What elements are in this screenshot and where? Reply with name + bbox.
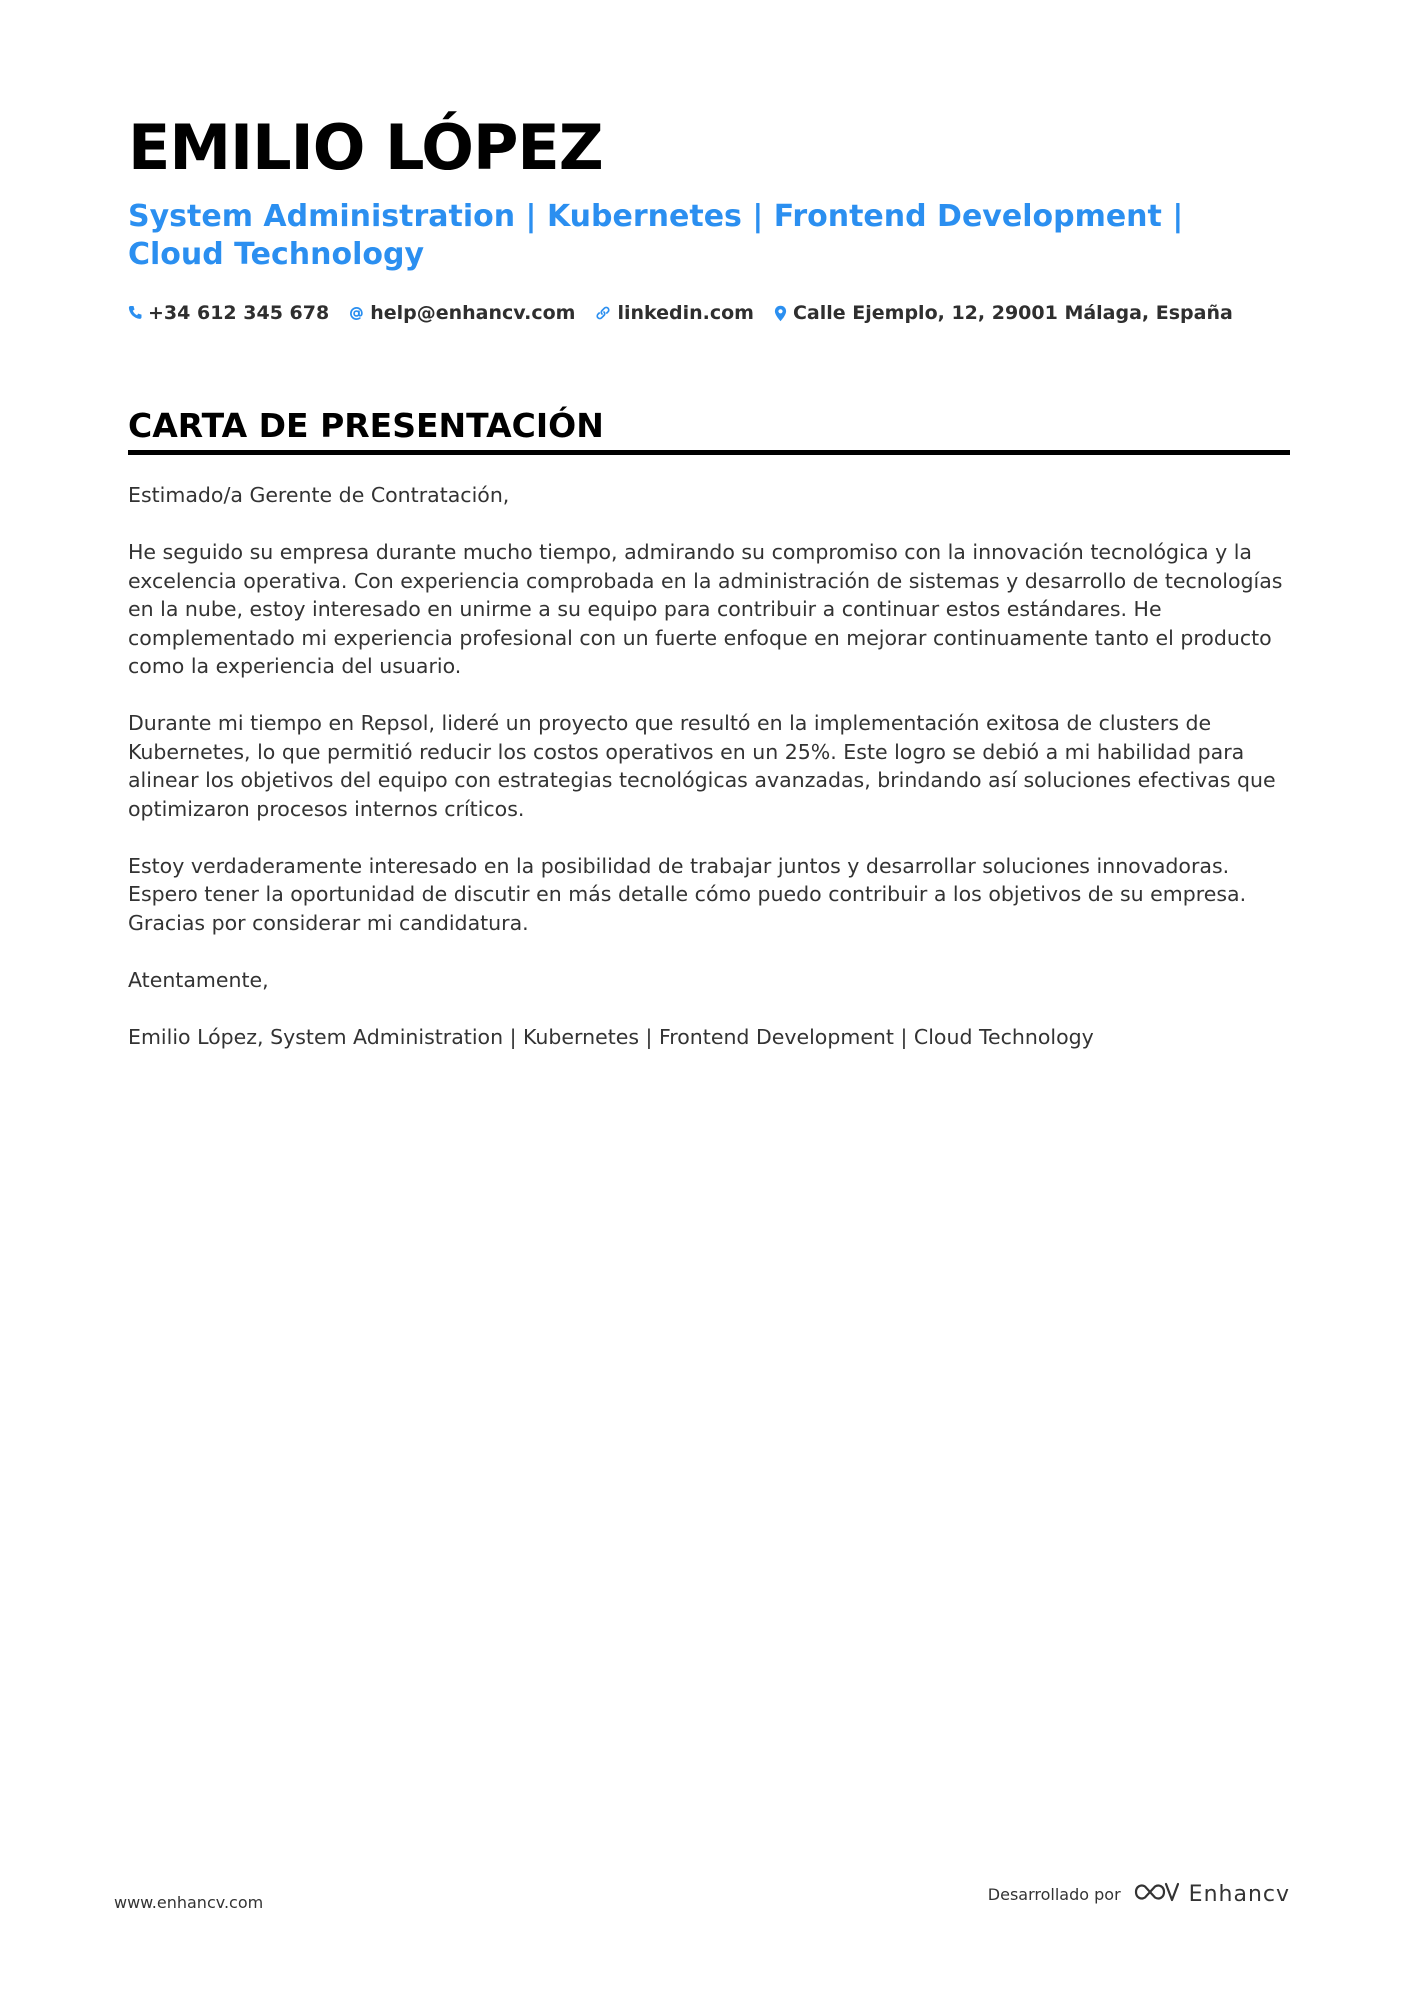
- brand-logo[interactable]: [1133, 1880, 1290, 1908]
- letter-paragraph-3: Estoy verdaderamente interesado en la posibilidad de trabajar juntos y desarrollar soluciones innovadoras. Espero tener la oportunidad de discutir en más detalle cómo puedo contribuir a los objetivos de su empresa. Gracias por considerar mi candidatura.: [128, 853, 1247, 935]
- letter-paragraph-1: He seguido su empresa durante mucho tiempo, admirando su compromiso con la innovación tecnológica y la excelencia operativa. Con experiencia comprobada en la administración de sistemas y desarrollo de tecnologías en la nube, estoy interesado en unirme a su equipo para contribuir a continuar estos estándares. He complementado mi experiencia profesional con un fuerte enfoque en mejorar continuamente tanto el producto como la experiencia del usuario.: [128, 540, 1283, 678]
- contact-bar: [128, 302, 1288, 324]
- location-pin-icon: [774, 305, 787, 322]
- letter-body: [128, 481, 1290, 1051]
- footer-branding: [988, 1880, 1290, 1908]
- candidate-name: EMILIO LÓPEZ: [128, 111, 603, 184]
- letter-signature: Emilio López, System Administration | Kubernetes | Frontend Development | Cloud Technology: [128, 1024, 1094, 1049]
- email-text[interactable]: help@enhancv.com: [370, 302, 576, 324]
- contact-email: [349, 302, 575, 324]
- phone-icon: [128, 305, 142, 321]
- address-text: Calle Ejemplo, 12, 29001 Málaga, España: [792, 302, 1233, 324]
- powered-by-text: Desarrollado por: [987, 1884, 1121, 1904]
- contact-address: [774, 302, 1233, 324]
- footer-website[interactable]: www.enhancv.com: [114, 1893, 264, 1912]
- section-heading: CARTA DE PRESENTACIÓN: [128, 406, 604, 445]
- enhancv-logo-icon: [1133, 1880, 1179, 1908]
- letter-paragraph-2: Durante mi tiempo en Repsol, lideré un proyecto que resultó en la implementación exitosa de clusters de Kubernetes, lo que permitió reducir los costos operativos en un 25%. Este logro se debió a mi habilidad para alinear los objetivos del equipo con estrategias tecnológicas avanzadas, brindando así soluciones efectivas que optimizaron procesos internos críticos.: [128, 711, 1276, 821]
- link-icon: [595, 305, 611, 321]
- candidate-title: System Administration | Kubernetes | Frontend Development | Cloud Technology: [128, 199, 1184, 272]
- contact-phone: [128, 302, 329, 324]
- letter-closing: Atentamente,: [128, 967, 269, 992]
- section-divider: [128, 450, 1290, 455]
- at-icon: [349, 306, 364, 321]
- phone-text[interactable]: +34 612 345 678: [148, 302, 330, 324]
- linkedin-text[interactable]: linkedin.com: [617, 302, 754, 324]
- cover-letter-section: [128, 404, 1290, 1080]
- letter-greeting: Estimado/a Gerente de Contratación,: [128, 483, 510, 507]
- contact-linkedin: [595, 302, 754, 324]
- brand-name: Enhancv: [1188, 1881, 1290, 1907]
- header: [128, 108, 1288, 324]
